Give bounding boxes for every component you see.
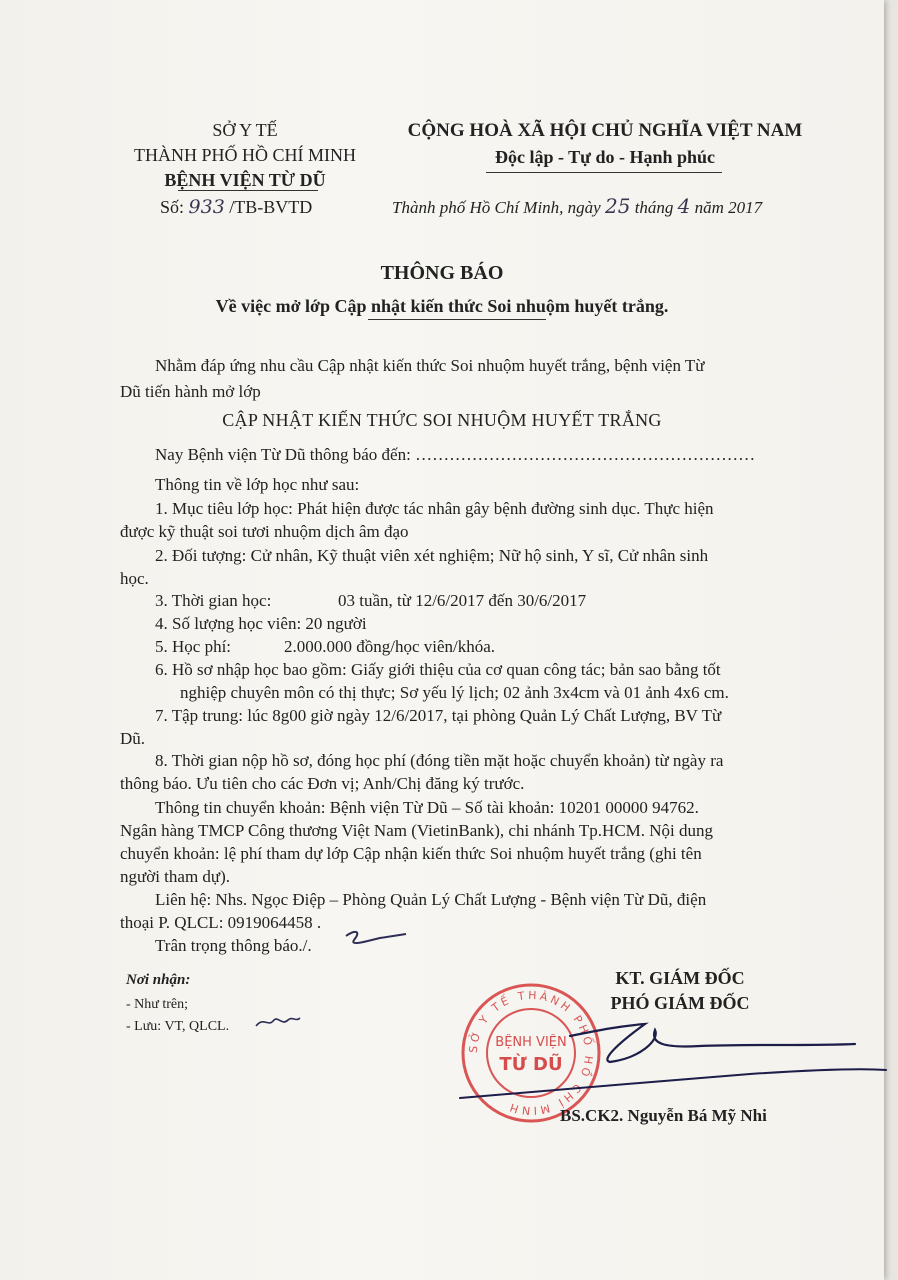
recipient-initials-scribble [252,1010,302,1034]
date-prefix: Thành phố Hồ Chí Minh, ngày [392,198,601,217]
document-title: THÔNG BÁO [380,262,504,284]
number-handwritten: 933 [188,196,225,218]
item-7-line-2: Dũ. [120,729,146,748]
issuer-underline [178,190,318,191]
intro-line-1: Nhằm đáp ứng nhu cầu Cập nhật kiến thức Soi nhuộm huyết trắng, bệnh viện Từ [155,356,705,375]
issuer-block [110,118,380,193]
item-1-line-2: được kỹ thuật soi tươi nhuộm dịch âm đạo [120,522,409,541]
bank-line-1: Thông tin chuyển khoản: Bệnh viện Từ Dũ – Số tài khoản: 10201 00000 94762. [155,798,699,817]
subject-underline [368,319,546,320]
notify-line: Nay Bệnh viện Từ Dũ thông báo đến: …………………………………………………… [155,445,756,464]
item-8-line-1: 8. Thời gian nộp hồ sơ, đóng học phí (đóng tiền mặt hoặc chuyển khoản) từ ngày ra [155,751,724,770]
bank-line-4: người tham dự). [120,867,231,886]
national-title: CỘNG HOÀ XÃ HỘI CHỦ NGHĨA VIỆT NAM [407,120,803,141]
item-3-label: 3. Thời gian học: [155,591,272,610]
item-6-line-2: nghiệp chuyên môn có thị thực; Sơ yếu lý lịch; 02 ảnh 3x4cm và 01 ảnh 4x6 cm. [180,683,729,702]
contact-line-2: thoại P. QLCL: 0919064458 . [120,913,322,932]
recipient-2: - Lưu: VT, QLCL. [126,1019,230,1034]
item-4: 4. Số lượng học viên: 20 người [155,614,367,633]
item-7-line-1: 7. Tập trung: lúc 8g00 giờ ngày 12/6/2017, tại phòng Quản Lý Chất Lượng, BV Từ [155,706,722,725]
date-month-label: tháng [634,198,674,217]
item-1-line-1: 1. Mục tiêu lớp học: Phát hiện được tác nhân gây bệnh đường sinh dục. Thực hiện [155,499,714,518]
national-motto: Độc lập - Tự do - Hạnh phúc [494,147,716,167]
motto-underline [486,172,722,173]
signer-title-1: KT. GIÁM ĐỐC [615,968,745,988]
handwritten-signature [450,1000,890,1110]
item-2-line-1: 2. Đối tượng: Cử nhân, Kỹ thuật viên xét nghiệm; Nữ hộ sinh, Y sĩ, Cử nhân sinh [155,546,709,565]
document-subject: Về việc mở lớp Cập nhật kiến thức Soi nhuộm huyết trắng. [215,296,669,316]
stamp-center-line-1: BỆNH VIỆN [495,1035,567,1050]
intro-line-2: Dũ tiến hành mở lớp [120,382,261,401]
date-day: 25 [604,194,631,218]
number-label: Số: [160,197,185,217]
document-date [392,194,762,218]
item-3-value: 03 tuần, từ 12/6/2017 đến 30/6/2017 [338,591,587,610]
stamp-center-line-2: TỪ DŨ [499,1054,563,1075]
number-suffix: /TB-BVTD [229,197,313,217]
info-header: Thông tin về lớp học như sau: [155,475,360,494]
issuer-city: THÀNH PHỐ HỒ CHÍ MINH [134,145,356,165]
item-5-label: 5. Học phí: [155,637,232,656]
contact-line-1: Liên hệ: Nhs. Ngọc Điệp – Phòng Quản Lý Chất Lượng - Bệnh viện Từ Dũ, điện [155,890,707,909]
document-number [160,196,312,218]
issuer-hospital: BỆNH VIỆN TỪ DŨ [164,170,326,190]
date-year: năm 2017 [694,198,763,217]
bank-line-3: chuyển khoản: lệ phí tham dự lớp Cập nhận kiến thức Soi nhuộm huyết trắng (ghi tên [120,844,702,863]
item-6-line-1: 6. Hồ sơ nhập học bao gồm: Giấy giới thiệu của cơ quan công tác; bản sao bằng tốt [155,660,721,679]
item-8-line-2: thông báo. Ưu tiên cho các Đơn vị; Anh/Chị đăng ký trước. [120,774,525,793]
course-name: CẬP NHẬT KIẾN THỨC SOI NHUỘM HUYẾT TRẮNG [222,410,662,430]
stamp-ring-text: SỞ Y TẾ THÀNH PHỐ HỒ CHÍ MINH [466,988,596,1118]
item-5-value: 2.000.000 đồng/học viên/khóa. [284,637,496,656]
recipients-label: Nơi nhận: [126,972,191,988]
recipient-1: - Như trên; [126,997,189,1012]
date-month: 4 [677,194,691,218]
initials-scribble [340,922,410,952]
national-motto-block [380,118,830,170]
bank-line-2: Ngân hàng TMCP Công thương Việt Nam (VietinBank), chi nhánh Tp.HCM. Nội dung [120,821,714,840]
item-2-line-2: học. [120,569,149,588]
signer-name: BS.CK2. Nguyễn Bá Mỹ Nhi [560,1106,767,1125]
signer-title-2: PHÓ GIÁM ĐỐC [610,993,750,1013]
issuer-department: SỞ Y TẾ [212,120,278,140]
closing-line: Trân trọng thông báo./. [155,936,312,955]
